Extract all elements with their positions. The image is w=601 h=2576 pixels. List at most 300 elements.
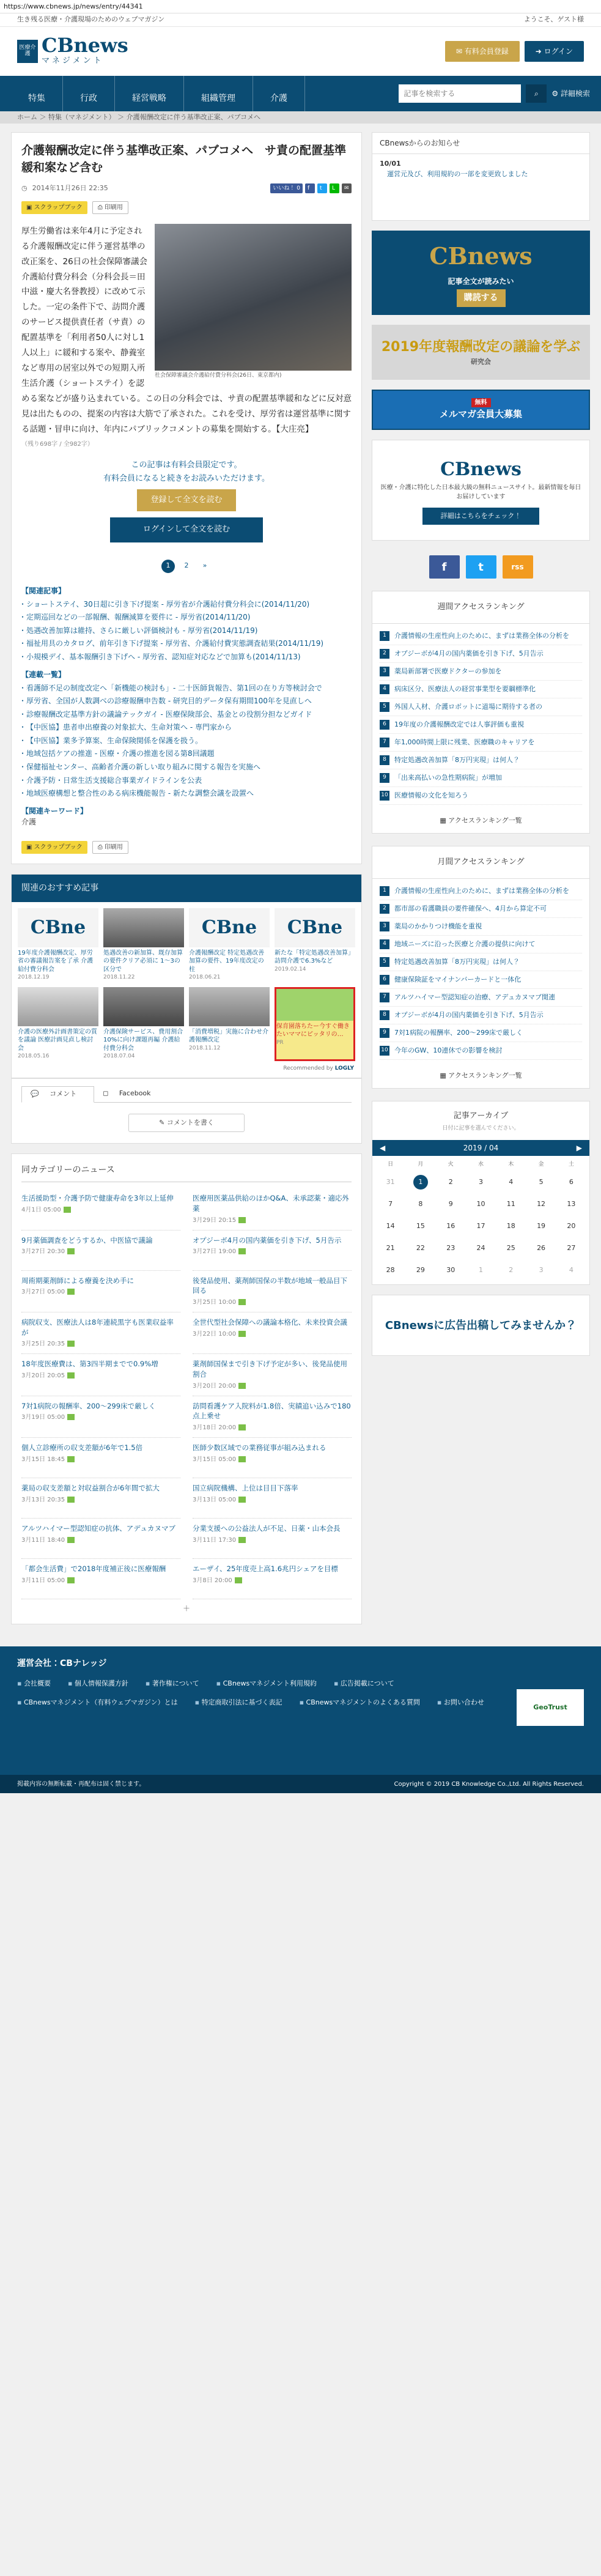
ranking-item[interactable] <box>380 1007 582 1024</box>
related-heading: 【関連記事】 <box>21 586 66 595</box>
nav-tab-administration[interactable]: 行政 <box>63 76 115 111</box>
rec-item[interactable] <box>275 908 355 982</box>
series-item[interactable]: ・ 介護予防・日常生活支援総合事業ガイドラインを公表 <box>21 775 352 786</box>
ad-banner[interactable] <box>372 1295 590 1356</box>
ranking-item[interactable] <box>380 953 582 971</box>
rank-number: 3 <box>380 922 389 931</box>
site-header <box>0 27 601 76</box>
member-register-button[interactable]: ✉ 有料会員登録 <box>445 41 520 62</box>
rec-item[interactable] <box>189 908 270 982</box>
news-item[interactable] <box>193 1312 352 1354</box>
series-item[interactable]: ・ 看護師不足の制度改定へ「新機能の検討も」- 二十医師貨報告、第1回の在り方等検討会で <box>21 683 352 694</box>
search-input[interactable] <box>399 84 521 103</box>
article-body: 厚生労働省は来年4月に予定される介護報酬改定に伴う運営基準の改正案を、26日の社会保障審議会介護給付費分科会（分科会長＝田中滋・慶大名誉教授）に改めて示した。一定の条件下で、訪問介護のサービス提供責任者（サ責）の配置基準を「利用者50人に対し1人以上」に緩和する案や、静養室など専用の居室以外での短期入所生活介護（ショートステイ）を認める案などが盛り込まれている。この日の分科会では、サ責の配置基準緩和などに反対意見は出たものの、提案の内容は大筋で了承された。これを受け、厚労省は運営基準に関する話題・冒申に向け、年内にパブリックコメントの募集を開始する。【大庄亮】 <box>21 226 352 435</box>
ranking-item[interactable] <box>380 936 582 953</box>
related-item[interactable]: ・ ショートステイ、30日超に引き下げ提案 - 厚労省が介護給付費分科会に(2014/11/20) <box>21 599 352 610</box>
keyword-heading: 【関連キーワード】 <box>21 806 88 815</box>
new-icon <box>238 1497 246 1503</box>
news-title: 後発品使用、薬剤師国保の半数が地域一般品目下回る <box>193 1276 347 1295</box>
footer-link[interactable]: ▪ CBnewsマネジメントのよくある質問 <box>300 1698 420 1708</box>
calendar-day[interactable]: 15 <box>416 1221 425 1230</box>
rec-date: PR <box>276 1039 284 1046</box>
banner-text: 記事全文が読みたい <box>448 277 514 286</box>
series-item[interactable]: ・ 診療報酬改定基準方針の議論テックガイ - 医療保険部会、基金との役割分担などガイド <box>21 709 352 720</box>
calendar-day[interactable]: 12 <box>537 1199 546 1208</box>
more-news-button[interactable]: ＋ <box>182 1604 190 1613</box>
main-column <box>11 132 362 1624</box>
sidebar <box>372 132 590 1624</box>
calendar-month: 2019 / 04 <box>463 1144 499 1152</box>
ranking-title: 7対1病院の報酬率、200～299床で厳しく <box>394 1028 523 1037</box>
ranking-title: 医療情報の文化を知ろう <box>394 791 468 799</box>
calendar-day[interactable]: 3 <box>539 1265 544 1274</box>
photo-image <box>155 224 352 371</box>
article-date: 2014年11月26日 22:35 <box>32 184 108 193</box>
notice-link[interactable]: 運営元及び、利用規約の一部を変更致しました <box>387 169 528 178</box>
footer-link[interactable]: ▪ 広告掲載について <box>334 1679 394 1689</box>
monthly-ranking-more[interactable]: ▦ アクセスランキング一覧 <box>440 1071 522 1079</box>
calendar-day[interactable]: 9 <box>448 1199 453 1208</box>
page-1[interactable]: 1 <box>161 560 175 573</box>
rec-thumb <box>189 987 270 1026</box>
calendar-day[interactable]: 1 <box>478 1265 483 1274</box>
news-date: 3月27日 20:30 <box>21 1247 180 1256</box>
calendar-day[interactable]: 4 <box>569 1265 573 1274</box>
rec-thumb <box>103 908 184 947</box>
ranking-title: オプジーボが4月の国内薬価を引き下げ、5月告示 <box>394 649 544 657</box>
page-2[interactable]: 2 <box>184 561 189 570</box>
logo-main: CBnews <box>42 34 128 57</box>
news-item[interactable] <box>21 1519 180 1559</box>
article-photo <box>155 224 352 381</box>
rec-item[interactable] <box>18 908 98 982</box>
new-icon <box>67 1456 75 1462</box>
footer-link[interactable]: ▪ 会社概要 <box>17 1679 51 1689</box>
mail-icon[interactable]: ✉ <box>342 183 352 193</box>
rec-date: 2018.05.16 <box>18 1053 50 1060</box>
rec-title: 介護の医療外計画書策定の質を議論 医療計画見直し検討会 <box>18 1028 97 1052</box>
ranking-item[interactable] <box>380 734 582 752</box>
news-item[interactable] <box>21 1559 180 1599</box>
calendar-day[interactable]: 30 <box>446 1265 455 1274</box>
ranking-item[interactable] <box>380 645 582 663</box>
ranking-title: 特定処遇改善加算「8万円実現」は何人？ <box>394 957 520 966</box>
main-nav <box>0 76 601 111</box>
related-item[interactable]: ・ 福祉用具のカタログ、前年引き下げ提案 - 厚労省、介護給付費実態調査結果(2014/11/19) <box>21 638 352 650</box>
news-title: 医師少数区域での業務従事が組み込まれる <box>193 1443 326 1453</box>
news-title: アルツハイマー型認知症の抗体、アデュカヌマブ <box>21 1524 175 1533</box>
rec-date: 2019.02.14 <box>275 966 306 972</box>
news-item[interactable] <box>21 1354 180 1396</box>
ranking-item[interactable] <box>380 883 582 900</box>
search-button[interactable] <box>526 84 547 103</box>
rec-title: 介護報酬改定 特定処遇改善加算の要件、19年度改定の柱 <box>189 949 265 973</box>
series-list <box>21 683 352 799</box>
news-item[interactable] <box>193 1396 352 1438</box>
weekday-label: 土 <box>568 1161 574 1168</box>
login-read-button[interactable]: ログインして全文を読む <box>110 517 263 542</box>
weekday-label: 日 <box>388 1161 394 1168</box>
rank-number: 5 <box>380 702 389 712</box>
calendar-day[interactable]: 10 <box>476 1199 485 1208</box>
calendar-day[interactable]: 2 <box>509 1265 514 1274</box>
calendar-day[interactable]: 5 <box>539 1177 544 1186</box>
news-item[interactable] <box>193 1438 352 1478</box>
facebook-like-button[interactable]: いいね！ 0 <box>270 183 303 193</box>
related-item[interactable]: ・ 小規模デイ、基本報酬引き下げへ - 厚労省、認知症対応などで加算も(2014/11/13) <box>21 651 352 663</box>
calendar-day[interactable]: 25 <box>506 1243 515 1252</box>
breadcrumb[interactable]: ホーム ＞ 特集（マネジメント） ＞ 介護報酬改定に伴う基準改正案、パブコメへ <box>0 111 601 124</box>
monthly-ranking-title: 月間アクセスランキング <box>372 846 589 879</box>
weekday-label: 水 <box>477 1161 484 1168</box>
tab-facebook[interactable]: ◻ Facebook <box>103 1089 151 1098</box>
series-item[interactable]: ・ 【中医協】患者申出療養の対象拡大、生命対策へ - 専門家から <box>21 722 352 733</box>
ranking-title: 特定処遇改善加算「8万円実現」は何人？ <box>394 755 520 764</box>
news-date: 3月11日 17:30 <box>193 1536 352 1545</box>
advanced-search-link[interactable]: ⚙ 詳細検索 <box>551 89 590 98</box>
rank-number: 3 <box>380 667 389 676</box>
rec-title: 介護保険サービス、費用割合10%に向け課題再編 介護給付費分科会 <box>103 1028 183 1052</box>
social-links <box>372 555 590 579</box>
news-item[interactable] <box>193 1231 352 1271</box>
news-date: 3月19日 05:00 <box>21 1413 180 1422</box>
subscribe-banner[interactable] <box>372 231 590 315</box>
rank-number: 4 <box>380 939 389 949</box>
ranking-title: 薬局のかかりつけ機能を重視 <box>394 922 482 930</box>
news-title: 周術期薬剤師による療養を決め手に <box>21 1276 134 1285</box>
ranking-title: 19年度の介護報酬改定では人事評価も重視 <box>394 720 524 728</box>
news-date: 3月25日 20:35 <box>21 1339 180 1349</box>
news-item[interactable] <box>193 1519 352 1559</box>
calendar-day[interactable]: 11 <box>506 1199 515 1208</box>
ranking-title: 介護情報の生産性向上のために、まずは業務全体の分析を <box>394 886 569 895</box>
tab-comments[interactable]: 💬 コメント <box>21 1086 94 1103</box>
weekday-label: 木 <box>508 1161 514 1168</box>
share-buttons <box>270 183 352 193</box>
footer-link[interactable]: ▪ CBnewsマネジメント利用規約 <box>216 1679 317 1689</box>
news-title: 18年度医療費は、第3四半期までで0.9%増 <box>21 1360 158 1369</box>
rec-item[interactable] <box>189 987 270 1061</box>
ranking-item[interactable] <box>380 752 582 769</box>
news-item[interactable] <box>21 1478 180 1519</box>
nav-tab-organization[interactable]: 組織管理 <box>184 76 253 111</box>
new-icon <box>238 1424 246 1430</box>
rec-date: 2018.12.19 <box>18 974 50 981</box>
news-item[interactable] <box>21 1312 180 1354</box>
calendar-day[interactable]: 23 <box>446 1243 455 1252</box>
ranking-title: 健康保険証をマイナンバーカードと一体化 <box>394 975 522 983</box>
calendar-day[interactable]: 6 <box>569 1177 573 1186</box>
rank-number: 10 <box>380 791 389 801</box>
news-date: 3月13日 20:35 <box>21 1495 180 1505</box>
rank-number: 9 <box>380 1028 389 1038</box>
series-item[interactable]: ・ 地域医療構想と整合性のある病床機能報告 - 新たな調整会議を設置へ <box>21 788 352 799</box>
rec-item[interactable] <box>18 987 98 1061</box>
new-icon <box>238 1299 246 1305</box>
rank-number: 6 <box>380 975 389 985</box>
calendar-day[interactable]: 26 <box>537 1243 546 1252</box>
ranking-title: 地域ニーズに沿った医療と介護の提供に向けて <box>394 939 536 948</box>
news-date: 3月18日 20:00 <box>193 1423 352 1432</box>
series-item[interactable]: ・ 【中医協】業多予算案、生命保険関係を保護を扱う。 <box>21 735 352 747</box>
series-item[interactable]: ・ 保健福祉センター、高齢者介護の新しい取り組みに関する報告を実施へ <box>21 761 352 773</box>
rank-number: 7 <box>380 993 389 1002</box>
calendar-day[interactable]: 22 <box>416 1243 425 1252</box>
ranking-title: 病床区分、医療法人の経営事業型を要綱標準化 <box>394 684 536 693</box>
rank-number: 2 <box>380 904 389 914</box>
nav-tab-feature[interactable]: 特集 <box>11 76 63 111</box>
news-item[interactable] <box>21 1188 180 1230</box>
rank-number: 7 <box>380 738 389 747</box>
rec-date: 2018.07.04 <box>103 1053 135 1060</box>
new-icon <box>67 1341 75 1347</box>
news-date: 3月20日 20:05 <box>21 1371 180 1380</box>
ranking-item[interactable] <box>380 918 582 936</box>
paywall-line-1: この記事は有料会員限定です。 <box>131 461 242 470</box>
calendar-day[interactable]: 13 <box>567 1199 576 1208</box>
calendar-day[interactable]: 14 <box>386 1221 395 1230</box>
rec-item[interactable] <box>103 908 184 982</box>
twitter-icon[interactable]: t <box>317 183 327 193</box>
ranking-item[interactable] <box>380 787 582 805</box>
rec-item[interactable] <box>103 987 184 1061</box>
news-item[interactable] <box>193 1559 352 1599</box>
news-title: 薬局の収支差額と対収益割合が6年間で拡大 <box>21 1484 160 1493</box>
news-item[interactable] <box>21 1231 180 1271</box>
scrapbook-button-bottom[interactable]: ▣ スクラップブック <box>21 841 87 854</box>
address-bar[interactable]: https://www.cbnews.jp/news/entry/44341 <box>0 0 601 13</box>
copyright: Copyright © 2019 CB Knowledge Co.,Ltd. All Rights Reserved. <box>394 1780 584 1788</box>
rec-thumb <box>18 987 98 1026</box>
rec-thumb <box>103 987 184 1026</box>
new-icon <box>238 1248 246 1254</box>
paywall-line-2: 有料会員になると続きをお読みいただけます。 <box>103 474 270 484</box>
footer-link[interactable]: ▪ 特定商取引法に基づく表記 <box>195 1698 282 1708</box>
copyright-bar <box>0 1775 601 1793</box>
rank-number: 10 <box>380 1046 389 1056</box>
calendar-day[interactable]: 27 <box>567 1243 576 1252</box>
same-category-heading: 同カテゴリーのニュース <box>21 1164 352 1182</box>
ranking-title: オプジーボが4月の国内薬価を引き下げ、5月告示 <box>394 1010 544 1019</box>
news-date: 3月27日 05:00 <box>21 1287 180 1297</box>
ranking-item[interactable] <box>380 716 582 734</box>
calendar-day[interactable]: 17 <box>476 1221 485 1230</box>
calendar-day[interactable]: 8 <box>418 1199 423 1208</box>
about-button[interactable]: 詳細はこちらをチェック！ <box>422 508 540 525</box>
calendar-day[interactable]: 7 <box>388 1199 393 1208</box>
weekly-ranking-more[interactable]: ▦ アクセスランキング一覧 <box>440 816 522 824</box>
about-text: 医療・介護に特化した日本最大級の無料ニュースサイト。最新情報を毎日お届けしています <box>380 484 581 500</box>
news-date: 3月22日 10:00 <box>193 1330 352 1339</box>
calendar-day[interactable]: 2 <box>448 1177 453 1186</box>
prev-month-icon[interactable]: ◀ <box>380 1144 386 1152</box>
new-icon <box>67 1414 75 1420</box>
about-banner[interactable] <box>372 440 590 541</box>
page-next[interactable]: » <box>202 561 207 570</box>
new-icon <box>238 1217 246 1223</box>
ranking-item[interactable] <box>380 1024 582 1042</box>
recommended-heading: 関連のおすすめ記事 <box>12 875 361 902</box>
ad-banner-text: CBnewsに広告出稿してみませんか？ <box>385 1319 577 1332</box>
rank-number: 2 <box>380 649 389 659</box>
ranking-title: 今年のGW、10連休での影響を検討 <box>394 1046 503 1054</box>
footer-link[interactable]: ▪ 著作権について <box>146 1679 199 1689</box>
notice-box <box>372 132 590 221</box>
register-read-button[interactable]: 登録して全文を読む <box>137 489 235 511</box>
mailmag-badge: 無料 <box>471 398 491 407</box>
footer-company: 運営会社：CBナレッジ <box>17 1659 107 1669</box>
site-logo[interactable] <box>17 35 128 67</box>
news-title: 個人立診療所の収支差額が6年で1.5倍 <box>21 1443 143 1453</box>
subscribe-button[interactable]: 購読する <box>457 289 506 307</box>
footer-link[interactable]: ▪ CBnewsマネジメント（有料ウェブマガジン）とは <box>17 1698 178 1708</box>
rank-number: 6 <box>380 720 389 730</box>
new-icon <box>64 1207 71 1213</box>
news-item[interactable] <box>193 1354 352 1396</box>
calendar-day[interactable]: 3 <box>478 1177 483 1186</box>
related-item[interactable]: ・ 処遇改善加算は維持、さらに厳しい評価検討も - 厚労省(2014/11/19) <box>21 625 352 637</box>
new-icon <box>67 1248 75 1254</box>
news-date: 3月15日 18:45 <box>21 1455 180 1464</box>
ranking-title: 「出来高払いの急性期病院」が増加 <box>394 773 502 782</box>
archive-title: 記事アーカイブ <box>453 1111 509 1120</box>
calendar-day[interactable]: 24 <box>476 1243 485 1252</box>
ranking-item[interactable] <box>380 989 582 1007</box>
geotrust-badge[interactable] <box>517 1689 584 1726</box>
series-item[interactable]: ・ 厚労省、全国が人数調べの診療報酬申告数 - 研究目的データ保有期間100年を見直しへ <box>21 695 352 707</box>
next-month-icon[interactable]: ▶ <box>576 1144 582 1152</box>
rec-thumb: CBne <box>275 908 355 947</box>
ranking-item[interactable] <box>380 769 582 787</box>
calendar-day[interactable]: 21 <box>386 1243 395 1252</box>
ranking-item[interactable] <box>380 698 582 716</box>
news-item[interactable] <box>193 1478 352 1519</box>
news-title: 生活援助型・介護予防で健康寿命を3年以上延伸 <box>21 1194 174 1203</box>
rss-icon[interactable]: rss <box>503 555 533 579</box>
footer-link[interactable]: ▪ お問い合わせ <box>437 1698 484 1708</box>
nav-tab-strategy[interactable]: 経営戦略 <box>115 76 184 111</box>
news-title: 訪問看護ケア入院料が1.8倍、実績追い込みで180点上乗せ <box>193 1401 351 1421</box>
news-item[interactable] <box>21 1396 180 1438</box>
series-item[interactable]: ・ 地域包括ケアの推進 - 医療・介護の推進を図る第8回議題 <box>21 748 352 760</box>
print-button-bottom[interactable]: ⎙ 印刷用 <box>92 841 128 854</box>
ranking-item[interactable] <box>380 1042 582 1060</box>
welcome-text: ようこそ、ゲスト様 <box>523 15 584 24</box>
calendar-day[interactable]: 18 <box>506 1221 515 1230</box>
calendar-day[interactable]: 31 <box>386 1177 395 1186</box>
ranking-item[interactable] <box>380 681 582 698</box>
rec-item-ad[interactable] <box>275 987 355 1061</box>
logo-sub: マネジメント <box>42 56 104 66</box>
news-title: 7対1病院の報酬率、200～299床で厳しく <box>21 1401 156 1410</box>
keyword-link[interactable]: 介護 <box>21 817 37 826</box>
news-date: 3月25日 10:00 <box>193 1298 352 1307</box>
weekly-ranking-title: 週間アクセスランキング <box>372 591 589 624</box>
rec-title: 新たな「特定処遇改善加算」訪問介護で6.3%など <box>275 949 354 965</box>
news-title: オプジーボ4月の国内薬価を引き下げ、5月告示 <box>193 1235 342 1245</box>
ranking-title: 年1,000時間上限に残業、医療職のキャリアを <box>394 738 535 746</box>
search-icon: ⌕ <box>534 89 539 98</box>
calendar-day[interactable]: 1 <box>413 1175 428 1190</box>
new-icon <box>67 1577 75 1583</box>
print-button[interactable]: ⎙ 印刷用 <box>92 201 128 214</box>
news-title: エーザイ、25年度売上高1.6兆円シェアを目標 <box>193 1564 338 1574</box>
notice-date: 10/01 <box>380 160 401 168</box>
calendar-day[interactable]: 29 <box>416 1265 425 1274</box>
calendar-day[interactable]: 4 <box>509 1177 514 1186</box>
new-icon <box>238 1331 246 1337</box>
article-archive <box>372 1101 590 1285</box>
new-icon <box>67 1289 75 1295</box>
news-date: 3月27日 19:00 <box>193 1247 352 1256</box>
twitter-icon[interactable]: t <box>466 555 496 579</box>
news-title: 分業支援への公益法人が不足、日薬・山本会長 <box>193 1524 341 1533</box>
related-item[interactable]: ・ 定期巡回などの一部報酬、報酬減算を要件に - 厚労省(2014/11/20) <box>21 612 352 623</box>
calendar-day[interactable]: 16 <box>446 1221 455 1230</box>
write-comment-button[interactable]: ✎ コメントを書く <box>128 1114 245 1133</box>
news-title: 薬剤師国保まで引き下げ予定が多い、後発品使用割合 <box>193 1360 347 1379</box>
series-heading: 【連載一覧】 <box>21 670 66 679</box>
mailmag-text: メルマガ会員大募集 <box>439 409 522 420</box>
rec-thumb: CBne <box>189 908 270 947</box>
comment-section <box>11 1078 362 1144</box>
news-item[interactable] <box>21 1271 180 1312</box>
ranking-item[interactable] <box>380 971 582 989</box>
rank-number: 9 <box>380 773 389 783</box>
new-icon <box>235 1577 242 1583</box>
new-icon <box>67 1537 75 1543</box>
facebook-icon[interactable]: f <box>429 555 460 579</box>
calendar-day[interactable]: 20 <box>567 1221 576 1230</box>
article-card <box>11 132 362 864</box>
photo-caption: 社会保障審議会介護給付費分科会(26日、東京都内) <box>155 372 282 379</box>
footer-link[interactable]: ▪ 個人情報保護方針 <box>68 1679 128 1689</box>
nav-tab-care[interactable]: 介護 <box>253 76 305 111</box>
facebook-icon[interactable]: f <box>305 183 315 193</box>
login-button[interactable]: ➜ ログイン <box>525 41 584 62</box>
news-date: 3月20日 20:00 <box>193 1382 352 1391</box>
footer <box>0 1646 601 1775</box>
scrapbook-button[interactable]: ▣ スクラップブック <box>21 201 87 214</box>
rec-source: Recommended by LOGLY <box>283 1065 354 1071</box>
news-title: 9月薬価調査をどうするか、中医協で議論 <box>21 1235 153 1245</box>
monthly-ranking <box>372 846 590 1089</box>
new-icon <box>67 1372 75 1379</box>
news-title: 病院収支、医療法人は8年連続黒字も医業収益率が <box>21 1318 174 1337</box>
calendar-day[interactable]: 19 <box>537 1221 546 1230</box>
rec-title: 処遇改善の新加算、既存加算の要件クリア必須に 1～3の区分で <box>103 949 183 973</box>
seminar-banner[interactable] <box>372 325 590 380</box>
ranking-title: 外国人入材、介護ロボットに道場に期待する者の <box>394 702 542 711</box>
rec-title: 19年度介護報酬改定、厚労省の審議報告案を了承 介護給付費分科会 <box>18 949 94 973</box>
new-icon <box>67 1497 75 1503</box>
news-item[interactable] <box>193 1271 352 1312</box>
article-title: 介護報酬改定に伴う基準改正案、パブコメへ サ責の配置基準緩和案など含む <box>21 144 347 174</box>
mailmag-banner[interactable] <box>372 390 590 430</box>
ranking-item[interactable] <box>380 900 582 918</box>
ranking-item[interactable] <box>380 627 582 645</box>
calendar-day[interactable]: 28 <box>386 1265 395 1274</box>
news-title: 国立病院機構、上位は目目下落率 <box>193 1484 298 1493</box>
ranking-title: 介護情報の生産性向上のために、まずは業務全体の分析を <box>394 631 569 640</box>
rec-thumb <box>276 989 353 1021</box>
rec-thumb: CBne <box>18 908 98 947</box>
weekday-label: 月 <box>418 1161 424 1168</box>
line-icon[interactable]: L <box>330 183 339 193</box>
news-item[interactable] <box>193 1188 352 1230</box>
ranking-item[interactable] <box>380 663 582 681</box>
news-item[interactable] <box>21 1438 180 1478</box>
